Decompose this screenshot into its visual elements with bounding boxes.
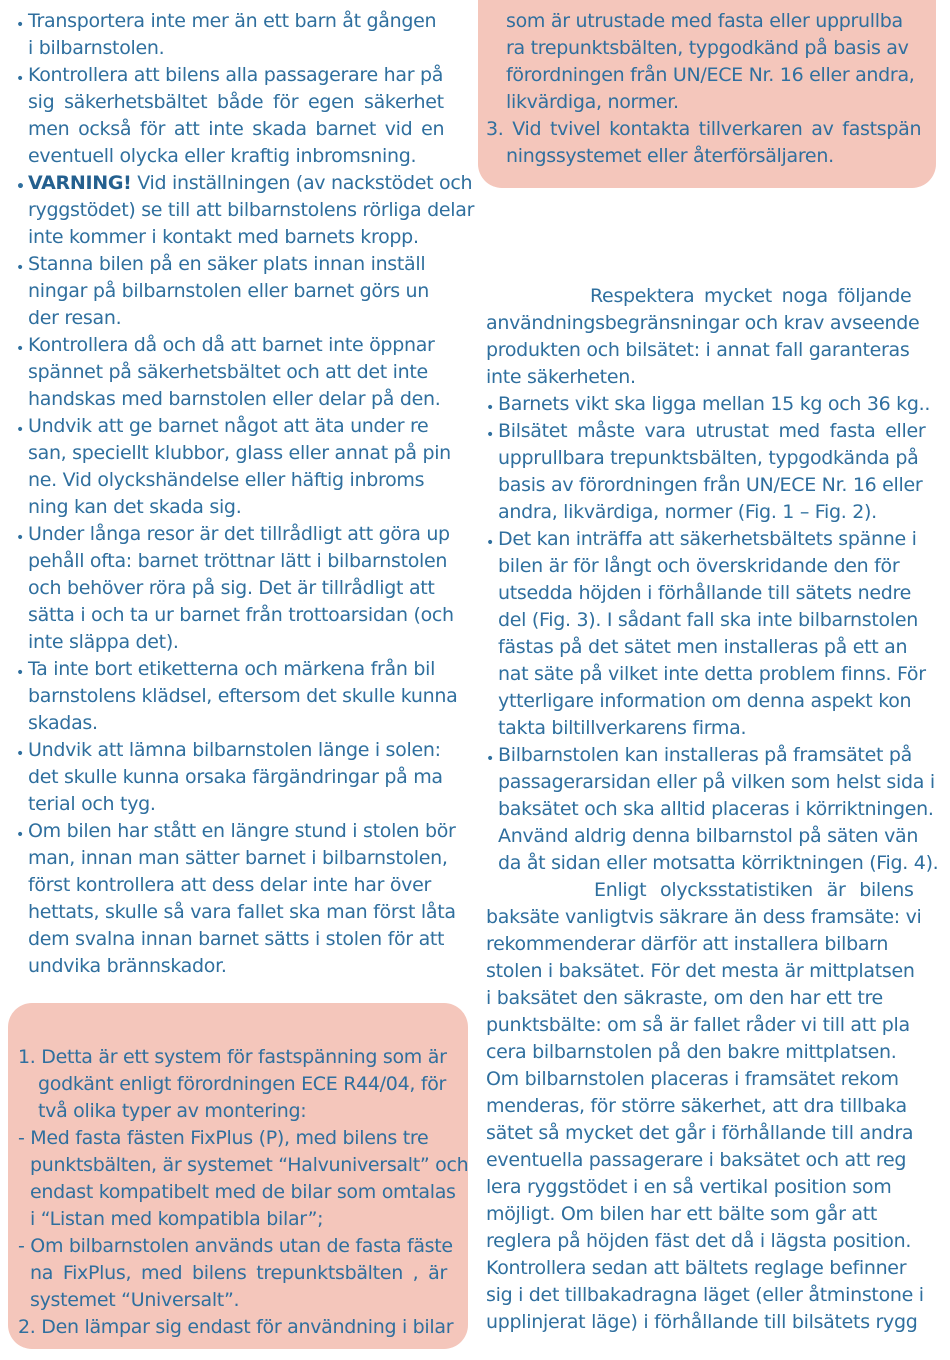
box-line: endast kompatibelt med de bilar som omtalas [30,1181,456,1203]
left-line: ryggstödet) se till att bilbarnstolens rörliga delar [28,199,475,221]
right-line: baksätet och ska alltid placeras i körriktningen. [498,798,934,820]
left-line: hettats, skulle så vara fallet ska man först låta [28,901,456,923]
right-line: rekommenderar därför att installera bilbarn [486,933,889,955]
right-line: Enligt olycksstatistiken är bilens [594,879,914,901]
bullet-marker: • [486,427,495,443]
left-line: inte släppa det). [28,631,179,653]
left-line: spännet på säkerhetsbältet och att det inte [28,361,428,383]
right-line: Om bilbarnstolen placeras i framsätet rekom [486,1068,899,1090]
left-line: i bilbarnstolen. [28,37,165,59]
box-line: som är utrustade med fasta eller upprullba [506,10,903,32]
right-line: Använd aldrig denna bilbarnstol på säten vän [498,825,919,847]
left-line: Kontrollera då och då att barnet inte öppnar [28,334,435,356]
left-line: terial och tyg. [28,793,156,815]
box-line: likvärdiga, normer. [506,91,679,113]
box-line: två olika typer av montering: [38,1100,307,1122]
left-line: dem svalna innan barnet sätts i stolen för att [28,928,445,950]
bullet-marker: • [486,535,495,551]
left-line: skadas. [28,712,98,734]
bullet-marker: • [16,530,25,546]
right-line: del (Fig. 3). I sådant fall ska inte bilbarnstolen [498,609,918,631]
right-line: lera ryggstödet i en så vertikal position som [486,1176,892,1198]
left-line: Kontrollera att bilens alla passagerare har på [28,64,444,86]
right-line: passagerarsidan eller på vilken som helst sida i [498,771,935,793]
left-line: Transportera inte mer än ett barn åt gången [28,10,437,32]
left-line: man, innan man sätter barnet i bilbarnstolen, [28,847,448,869]
left-line: undvika brännskador. [28,955,227,977]
left-line: ning kan det skada sig. [28,496,242,518]
box-line: i “Listan med kompatibla bilar”; [30,1208,324,1230]
right-line: produkten och bilsätet: i annat fall garanteras [486,339,910,361]
bullet-marker: • [16,179,25,195]
bullet-marker: • [16,71,25,87]
bullet-marker: • [486,751,495,767]
bullet-marker: • [16,422,25,438]
left-line: sätta i och ta ur barnet från trottoarsidan (och [28,604,454,626]
warning-text: Vid inställningen (av nackstödet och [131,172,473,194]
bullet-marker: • [16,260,25,276]
right-line: ytterligare information om denna aspekt kon [498,690,912,712]
left-line: och behöver röra på sig. Det är tillrådligt att [28,577,435,599]
right-line: da åt sidan eller motsatta körriktningen (Fig. 4). [498,852,939,874]
box-line: punktsbälten, är systemet “Halvuniversalt” och [30,1154,469,1176]
left-line: pehåll ofta: barnet tröttnar lätt i bilbarnstolen [28,550,448,572]
right-line: Barnets vikt ska ligga mellan 15 kg och 36 kg.. [498,393,931,415]
bullet-marker: • [16,17,25,33]
right-line: bilen är för långt och överskridande den för [498,555,900,577]
right-line: cera bilbarnstolen på den bakre mittplatsen. [486,1041,897,1063]
left-line: Undvik att lämna bilbarnstolen länge i solen: [28,739,441,761]
right-line: Bilbarnstolen kan installeras på framsätet på [498,744,912,766]
box-line: - Om bilbarnstolen används utan de fasta fäste [18,1235,453,1257]
right-line: sätet så mycket det går i förhållande till andra [486,1122,914,1144]
left-line: först kontrollera att dess delar inte har över [28,874,432,896]
right-line: Respektera mycket noga följande [590,285,912,307]
left-line: san, speciellt klubbor, glass eller annat på pin [28,442,451,464]
right-line: takta biltillverkarens firma. [498,717,747,739]
box-line: ningssystemet eller återförsäljaren. [506,145,834,167]
right-line: Bilsätet måste vara utrustat med fasta eller [498,420,926,442]
right-line: baksäte vanligtvis säkrare än dess framsäte: vi [486,906,922,928]
left-line: Undvik att ge barnet något att äta under re [28,415,429,437]
right-line: andra, likvärdiga, normer (Fig. 1 – Fig. 2). [498,501,877,523]
right-line: upprullbara trepunktsbälten, typgodkända på [498,447,919,469]
left-line: ne. Vid olyckshändelse eller häftig inbroms [28,469,425,491]
bullet-marker: • [16,746,25,762]
box-line: systemet “Universalt”. [30,1289,240,1311]
box-line: na FixPlus, med bilens trepunktsbälten , är [30,1262,448,1284]
left-line: der resan. [28,307,122,329]
right-line: upplinjerat läge) i förhållande till bilsätets rygg [486,1311,918,1333]
right-line: Kontrollera sedan att bältets reglage befinner [486,1257,907,1279]
right-line: basis av förordningen från UN/ECE Nr. 16 eller [498,474,923,496]
box-line: 1. Detta är ett system för fastspänning som är [18,1046,447,1068]
left-line: sig säkerhetsbältet både för egen säkerhet [28,91,444,113]
bullet-marker: • [16,827,25,843]
left-line: inte kommer i kontakt med barnets kropp. [28,226,419,248]
right-line: sig i det tillbakadragna läget (eller åtminstone i [486,1284,924,1306]
left-line: handskas med barnstolen eller delar på den. [28,388,441,410]
warning-label: VARNING! [28,172,132,194]
bullet-marker: • [16,341,25,357]
right-line: stolen i baksätet. För det mesta är mittplatsen [486,960,915,982]
left-line: Stanna bilen på en säker plats innan inställ [28,253,426,275]
box-line: 3. Vid tvivel kontakta tillverkaren av fastspän [486,118,922,140]
left-line: Om bilen har stått en längre stund i stolen bör [28,820,456,842]
right-line: utsedda höjden i förhållande till sätets nedre [498,582,911,604]
right-line: fästas på det sätet men installeras på ett an [498,636,908,658]
bullet-marker: • [486,400,495,416]
box-line: 2. Den lämpar sig endast för användning i bilar [18,1316,454,1338]
left-line: ningar på bilbarnstolen eller barnet görs un [28,280,430,302]
right-line: reglera på höjden fäst det då i lägsta position. [486,1230,912,1252]
right-line: punktsbälte: om så är fallet råder vi till att pla [486,1014,910,1036]
box-line: ra trepunktsbälten, typgodkänd på basis av [506,37,909,59]
left-line: det skulle kunna orsaka färgändringar på ma [28,766,443,788]
right-line: menderas, för större säkerhet, att dra tillbaka [486,1095,907,1117]
right-line: eventuella passagerare i baksätet och att reg [486,1149,907,1171]
left-line: eventuell olycka eller kraftig inbromsning. [28,145,417,167]
bullet-marker: • [16,665,25,681]
right-line: möjligt. Om bilen har ett bälte som går att [486,1203,878,1225]
left-line: barnstolens klädsel, eftersom det skulle kunna [28,685,458,707]
left-line: Under långa resor är det tillrådligt att göra up [28,523,450,545]
right-line: nat säte på vilket inte detta problem finns. För [498,663,926,685]
box-line: godkänt enligt förordningen ECE R44/04, för [38,1073,447,1095]
right-line: inte säkerheten. [486,366,636,388]
box-line: förordningen från UN/ECE Nr. 16 eller andra, [506,64,915,86]
left-line: Ta inte bort etiketterna och märkena från bil [28,658,436,680]
left-line: men också för att inte skada barnet vid en [28,118,445,140]
right-line: Det kan inträffa att säkerhetsbältets spänne i [498,528,917,550]
warning-line [28,170,472,197]
box-line: - Med fasta fästen FixPlus (P), med bilens tre [18,1127,429,1149]
right-line: i baksätet den säkraste, om den har ett tre [486,987,883,1009]
right-line: användningsbegränsningar och krav avseende [486,312,920,334]
